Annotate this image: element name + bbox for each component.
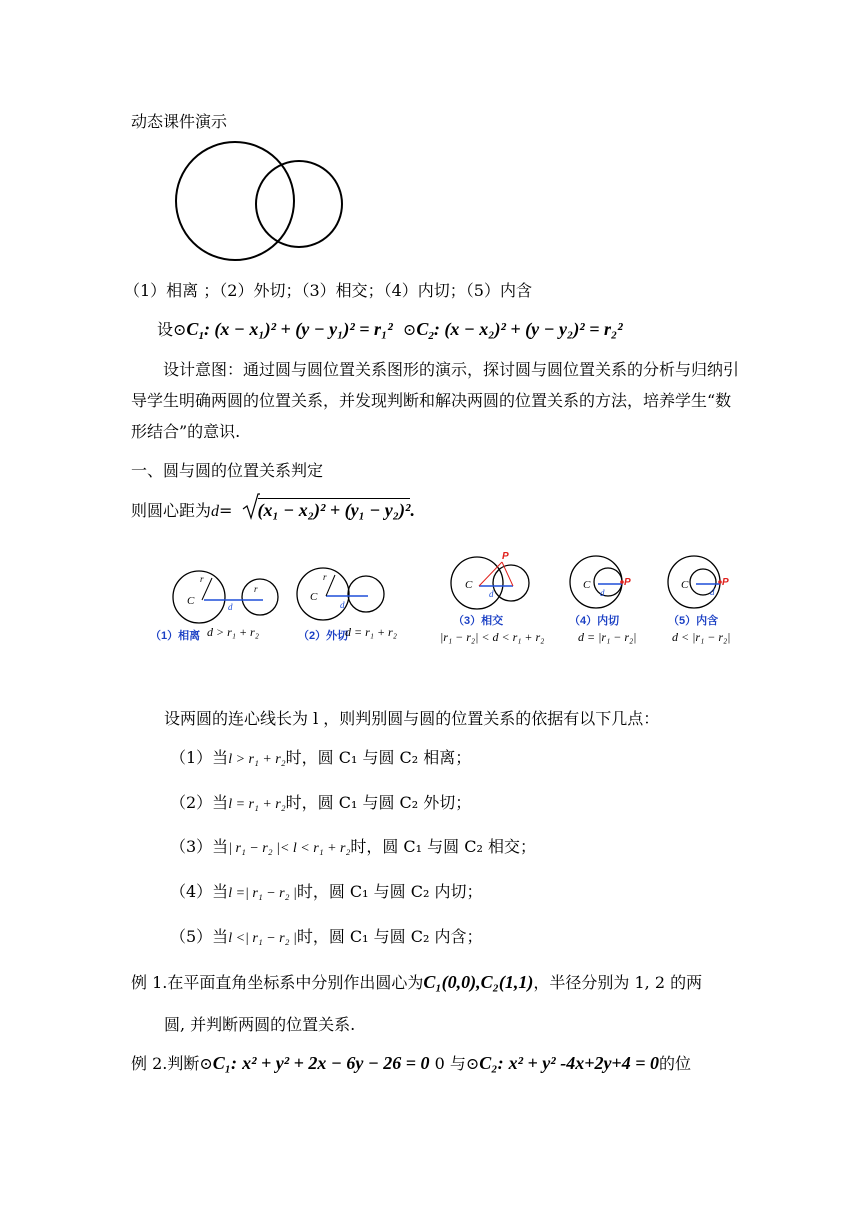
svg-text:d: d: [489, 589, 494, 599]
criterion-4: （4）当l =| r₁ − r₂ |时，圆 C₁ 与圆 C₂ 内切；: [170, 882, 483, 901]
positions-list: （1）相离 ；（2）外切；（3）相交；（4）内切；（5）内含: [124, 281, 532, 300]
setup-prefix: 设: [157, 320, 174, 339]
distance-formula-body: (x₁ − x₂)² + (y₁ − y₂)²: [257, 500, 411, 520]
fig-intersect: [451, 551, 529, 609]
svg-text:P: P: [722, 577, 729, 588]
example-2-c2: C₂:: [479, 1053, 504, 1073]
distance-eq: =: [219, 501, 233, 520]
example-2: 例 2.判断⊙C₁: x² + y² + 2x − 6y − 26 = 0 0 与⊙C₂: x² + y² -4x+2y+4 = 0的位: [131, 1053, 691, 1073]
caption-internal-rel: d = |r₁ − r₂|: [578, 630, 637, 644]
circle-dot-icon: ⊙: [199, 1054, 213, 1073]
svg-text:C: C: [681, 579, 689, 591]
svg-text:C: C: [465, 579, 473, 591]
example-2-c1: C₁:: [212, 1053, 238, 1073]
example-1-cont: 圆, 并判断两圆的位置关系.: [164, 1015, 356, 1034]
svg-text:d: d: [228, 602, 233, 612]
distance-suffix: .: [410, 500, 415, 520]
demo-title: 动态课件演示: [131, 112, 228, 131]
caption-internal-label: （4）内切: [569, 615, 620, 627]
criterion-3: （3）当| r₁ − r₂ |< l < r₁ + r₂时，圆 C₁ 与圆 C₂ 相交；: [170, 837, 536, 856]
criterion-5: （5）当l <| r₁ − r₂ |时，圆 C₁ 与圆 C₂ 内含；: [170, 927, 483, 946]
criterion-2: （2）当l = r₁ + r₂时，圆 C₁ 与圆 C₂ 外切；: [170, 793, 472, 812]
caption-intersect-label: （3）相交: [453, 615, 504, 627]
example-1: 例 1.在平面直角坐标系中分别作出圆心为C₁(0,0),C₂(1,1)，半径分别为 1, 2 的两: [131, 972, 703, 992]
circle-dot-icon: ⊙: [173, 320, 187, 339]
circle-small: [256, 161, 342, 247]
svg-text:r: r: [254, 584, 258, 594]
example-1-centers: C₁(0,0),C₂(1,1): [423, 972, 534, 992]
caption-intersect-rel: |r₁ − r₂| < d < r₁ + r₂: [440, 630, 545, 644]
svg-text:C: C: [310, 591, 318, 603]
svg-text:d: d: [710, 587, 715, 597]
caption-contained-rel: d < |r₁ − r₂|: [672, 630, 731, 644]
distance-prefix: 则圆心距为: [131, 501, 212, 520]
c2-label: C: [416, 319, 429, 339]
design-intent-paragraph: 设计意图：通过圆与圆位置关系图形的演示，探讨圆与圆位置关系的分析与归纳引导学生明确两圆的位置关系，并发现判断和解决两圆的位置关系的方法，培养学生“数形结合”的意识.: [131, 360, 740, 441]
circle-dot-icon: ⊙: [465, 1054, 480, 1073]
svg-text:d: d: [600, 588, 605, 598]
distance-var: d: [211, 503, 220, 520]
svg-text:r: r: [323, 572, 327, 582]
circle-large: [176, 142, 294, 260]
fig-internal-tangent: [570, 556, 631, 608]
criterion-1: （1）当l > r₁ + r₂时，圆 C₁ 与圆 C₂ 相离；: [170, 748, 472, 767]
caption-separate-label: （1）相离: [150, 630, 201, 642]
svg-text:r: r: [200, 574, 204, 584]
criteria-intro: 设两圆的连心线长为 l ，则判别圆与圆的位置关系的依据有以下几点：: [164, 709, 660, 728]
sqrt-expression: [242, 499, 411, 522]
svg-text:P: P: [502, 551, 509, 562]
two-circles-diagram: [168, 140, 353, 265]
caption-external-rel: d = r₁ + r₂: [345, 625, 397, 639]
setup-equation: 设$⊙C_1$: (x − x₁)² + (y − y₁)² = r₁² $⊙C_2$: (x − x₂)² + (y − y₂)² = r₂²: [157, 319, 623, 343]
example-2-eq1: x² + y² + 2x − 6y − 26 = 0: [242, 1053, 430, 1073]
svg-text:C: C: [583, 579, 591, 591]
svg-text:d: d: [340, 600, 345, 610]
c1-label: C: [186, 319, 199, 339]
svg-text:C: C: [187, 595, 195, 607]
fig-separate: [173, 571, 278, 623]
c2-equation: : (x − x₂)² + (y − y₂)² = r₂²: [433, 319, 623, 339]
example-2-eq2: x² + y² -4x+2y+4 = 0: [508, 1053, 659, 1073]
fig-contained: [668, 556, 729, 608]
svg-text:P: P: [624, 577, 631, 588]
caption-contained-label: （5）内含: [668, 615, 719, 627]
c1-equation: : (x − x₁)² + (y − y₁)² = r₁²: [203, 319, 393, 339]
caption-separate-rel: d > r₁ + r₂: [207, 625, 259, 639]
circle-dot-icon: ⊙: [402, 320, 417, 339]
caption-external-label: （2）外切: [298, 630, 349, 642]
distance-formula: [131, 499, 415, 523]
fig-external-tangent: [297, 568, 384, 620]
section-heading: 一、圆与圆的位置关系判定: [131, 461, 324, 480]
sqrt-icon: [242, 493, 260, 523]
